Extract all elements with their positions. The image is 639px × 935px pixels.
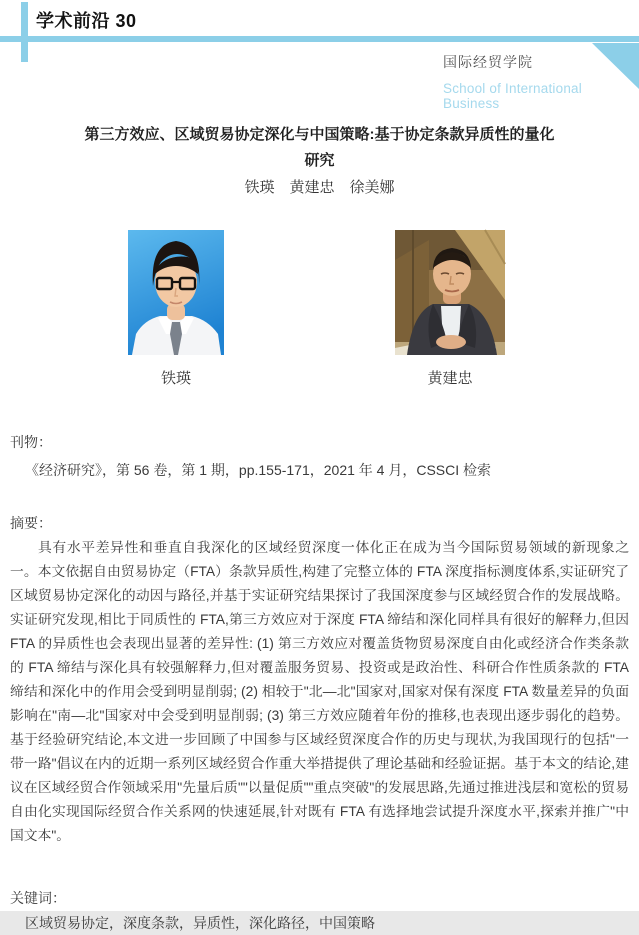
accent-vertical-bar — [21, 2, 28, 62]
author-photos-row — [0, 230, 639, 388]
institute-name-cn: 国际经贸学院 — [443, 54, 533, 70]
keywords-section — [0, 886, 639, 935]
author-photo-tie-ying — [128, 230, 224, 355]
journal-label: 刊物： — [10, 434, 52, 450]
author-figure-tie-ying — [128, 230, 224, 388]
abstract-text: 具有水平差异性和垂直自我深化的区域经贸深度一体化正在成为当今国际贸易领域的新现象之一。本文依据自由贸易协定（FTA）条款异质性,构建了完整立体的 FTA 深度指标测度体系,实证研究了区域贸易协定深化的动因与路径,并基于实证研究结果探讨了我国深度参与区域经贸合作的发展战略。实证研究发现,相比于同质性的 FTA,第三方效应对于深度 FTA 缔结和深化同样具有很好的解释力,但因 FTA 的异质性也会表现出显著的差异性: (1) 第三方效应对覆盖货物贸易深度自由化或经济合作类条款的 FTA 缔结与深化具有较强解释力,但对覆盖服务贸易、投资或是政治性、科研合作性质条款的 FTA 缔结和深化中的作用会受到明显削弱; (2) 相较于"北—北"国家对,国家对保有深度 FTA 数量差异的负面影响在"南—北"国家对中会受到明显削弱; (3) 第三方效应随着年份的推移,也表现出逐步弱化的趋势。基于经验研究结论,本文进一步回顾了中国参与区域经贸深度合作的历史与现状,为我国现行的包括"一带一路"倡议在内的近期一系列区域经贸合作重大举措提供了理论基础和经验证据。基于本文的结论,建议在区域经贸合作领域采用"先量后质""以量促质""重点突破"的发展思路,先通过推进浅层和宽松的贸易自由化实现国际经贸合作关系网的快速延展,针对既有 FTA 有选择地尝试提升深度水平,探索并推广"中国文本"。 — [10, 540, 629, 843]
journal-section — [0, 430, 639, 483]
institute-name-en: School of International Business — [443, 81, 582, 111]
abstract-section — [0, 511, 639, 848]
keywords-text: 区域贸易协定，深度条款，异质性，深化路径，中国策略 — [25, 915, 375, 931]
author-photo-huang-jianzhong — [395, 230, 505, 355]
article-authors: 铁瑛 黄建忠 徐美娜 — [244, 179, 395, 196]
keywords-label: 关键词： — [10, 890, 66, 906]
header — [0, 0, 639, 111]
author-figure-huang-jianzhong — [395, 230, 505, 388]
series-title: 学术前沿 30 — [36, 11, 137, 31]
photo-caption: 黄建忠 — [427, 370, 473, 387]
institute-block — [443, 52, 639, 111]
accent-horizontal-rule — [0, 36, 639, 42]
photo-caption: 铁瑛 — [160, 370, 191, 387]
journal-citation: 《经济研究》，第 56 卷，第 1 期，pp.155-171，2021 年 4 月，CSSCI 检索 — [25, 462, 492, 478]
abstract-label: 摘要： — [10, 515, 52, 531]
article-title: 第三方效应、区域贸易协定深化与中国策略:基于协定条款异质性的量化研究 — [84, 126, 555, 169]
